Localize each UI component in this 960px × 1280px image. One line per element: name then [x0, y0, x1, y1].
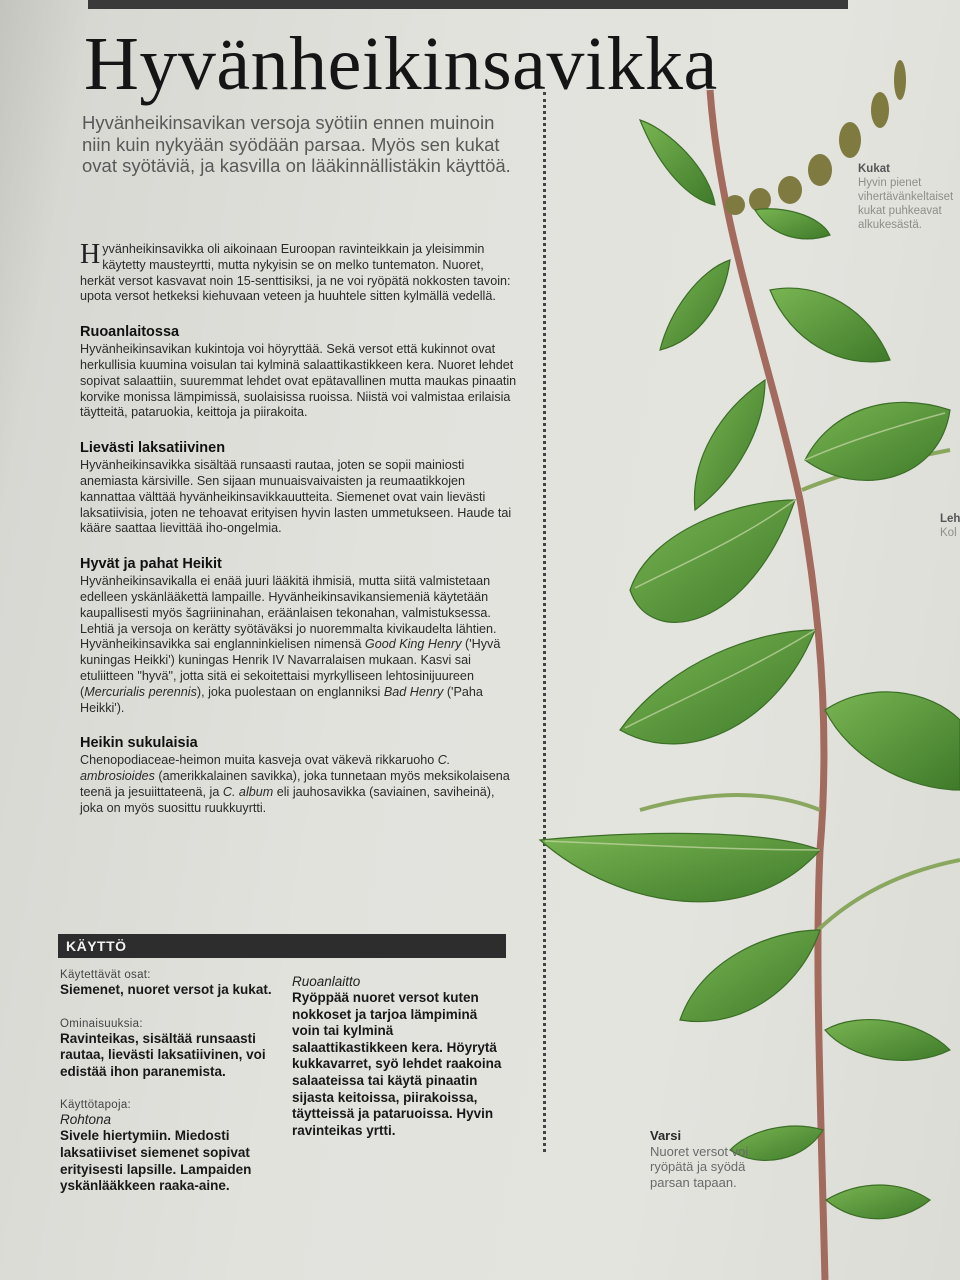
article-body: [80, 239, 520, 817]
caption-varsi-text: Nuoret versot voi ryöpätä ja syödä parsan tapaan.: [650, 1143, 749, 1190]
text-run: Chenopodiaceae-heimon muita kasveja ovat väkevä rikkaruoho: [80, 753, 438, 768]
italic-run: C. ambrosioides: [80, 753, 451, 784]
leaf-upper-2: [755, 209, 830, 239]
section-heading: Hyvät ja pahat Heikit: [80, 556, 222, 573]
leaf-upper-3: [660, 260, 730, 350]
section-heading: Ruoanlaitossa: [80, 324, 180, 341]
leaf-lower-1: [825, 1020, 950, 1061]
properties-text: Ravinteikas, sisältää runsaasti rautaa, lievästi laksatiivinen, voi edistää ihon paranemista.: [60, 1030, 266, 1079]
properties-label: Ominaisuuksia:: [60, 1017, 143, 1030]
caption-kukat-line: alkukesästä.: [858, 219, 922, 231]
usage-right-column: [292, 974, 506, 1139]
leaf-large-6: [680, 930, 820, 1022]
leaf-large-2: [805, 402, 950, 480]
leaf-mid-2: [694, 380, 765, 510]
header-bar: [88, 0, 848, 9]
section-text: Hyvänheikinsavikan kukintoja voi höyryttää. Sekä versot että kukinnot ovat herkullisia kuumina voisulan tai kylminä salaattikastikkeen kera. Nuoret lehdet sopivat salaattiin, suuremmat lehdet ovat epätavallinen mutta maukas pinaatin korvike monissa lämpimissä, suolaisissa ruoissa. Niistä voi valmistaa erilaisia täytteitä, pataruokia, keittoja ja piirakoita.: [80, 342, 517, 420]
leaf-large-1: [630, 500, 795, 622]
leaf-upper-1: [640, 120, 715, 205]
leaf-large-5: [540, 833, 820, 901]
caption-lehdet: [940, 512, 960, 540]
used-parts-label: Käytettävät osat:: [60, 969, 151, 981]
section-text: [80, 753, 520, 816]
text-run: ('Paha Heikki').: [80, 684, 483, 715]
caption-kukat-line: kukat puhkeavat: [858, 205, 942, 217]
caption-kukat-line: vihertävänkeltaiset: [858, 191, 954, 203]
text-run: (amerikkalainen savikka), joka tunnetaan myös meksikolaisena teenä ja jesuiittateenä, ja: [80, 769, 510, 799]
usage-bar: KÄYTTÖ: [58, 934, 506, 958]
opening-text: yvänheikinsavikka oli aikoinaan Euroopan ravinteikkain ja yleisimmin käytetty mausteyrtti, mutta nykyisin se on melko tuntematon. Nuoret, herkät versot kasvavat noin 15-senttisiksi, ja ne voi ryöpätä nokkosten tavoin: upota versot hetkeksi kiehuvaan veteen ja huuhtele sitten kylmällä vedellä.: [80, 242, 511, 304]
text-run: eli jauhosavikka (saviainen, saviheinä), joka on myös suosittu ruukkuyrtti.: [80, 784, 495, 815]
leaf-mid-1: [770, 288, 890, 362]
opening-paragraph: [80, 239, 520, 305]
caption-lehdet-title: Leh: [940, 513, 960, 525]
method2-title: Ruoanlaitto: [292, 974, 361, 989]
caption-varsi: [650, 1128, 780, 1190]
text-run: ('Hyvä kuningas Heikki') kuningas Henrik IV Navarralaisen mukaan. Kasvi sai etuliitteen "hyvä", jotta sitä ei sekoitettaisi myrkylliseen lehtosinijuureen (: [80, 637, 501, 699]
leaf-large-4: [825, 692, 960, 790]
usage-left-column: [60, 968, 280, 1195]
leaf-lower-3: [826, 1185, 930, 1219]
italic-run: Bad Henry: [383, 684, 444, 699]
caption-lehdet-line: Kol: [940, 527, 957, 539]
text-run: ), joka puolestaan on englanniksi: [196, 684, 384, 699]
method1-text: Sivele hiertymiin. Miedosti laksatiiviset siemenet sopivat erityisesti lapsille. Lampaiden yskänlääkkeen raaka-aine.: [60, 1128, 252, 1194]
section-text: [80, 574, 520, 716]
intro-paragraph: Hyvänheikinsavikan versoja syötiin ennen muinoin niin kuin nykyään syödään parsaa. Myös sen kukat ovat syötäviä, ja kasvilla on lääkinnällistäkin käyttöä.: [82, 112, 511, 176]
page-title: Hyvänheikinsavikka: [84, 22, 718, 106]
method1-title: Rohtona: [60, 1112, 112, 1128]
section-text: Hyvänheikinsavikka sisältää runsaasti rautaa, joten se sopii mainiosti anemiasta kärsiville. Sen sijaan munuaisvaivaisten ja reumaatikkojen kannattaa välttää hyvänheikinsavikkauutteita. Siemenet ovat vain lievästi laksatiivisia, joten ne tehoavat erityisen hyvin lasten ummetukseen. Haude tai kääre saattaa lievittää iho-ongelmia.: [80, 458, 512, 536]
caption-varsi-title: Varsi: [650, 1128, 682, 1143]
used-parts-text: Siemenet, nuoret versot ja kukat.: [60, 982, 272, 997]
methods-label: Käyttötapoja:: [60, 1099, 132, 1112]
text-run: Hyvänheikinsavikalla ei enää juuri lääkitä ihmisiä, mutta siitä valmistetaan edelleen yskänlääkettä lampaille. Hyvänheikinsavikansiemeniä käytetään kaupallisesti myös šagriininahan, eräänlaisen tekonahan, valmistuksessa. Lehtiä ja versoja on kerätty syötäväksi jo nuoremmalta kivikaudelta lähtien. Hyvänheikinsavikka sai englanninkielisen nimensä: [80, 574, 497, 652]
italic-run: Mercurialis perennis: [84, 684, 197, 699]
caption-kukat-line: Hyvin pienet: [858, 177, 922, 189]
method2-text: Ryöppää nuoret versot kuten nokkoset ja tarjoa lämpiminä voin tai kylminä salaattikastikkeen kera. Höyrytä kukkavarret, syö lehdet raakoina salaateissa tai käytä pinaatin sijasta keitoissa, piirakoissa, täytteissä ja pataruoissa. Hyvin ravinteikas yrtti.: [292, 990, 502, 1138]
italic-run: C. album: [222, 784, 274, 799]
italic-run: Good King Henry: [364, 637, 462, 652]
section-heading: Lievästi laksatiivinen: [80, 440, 226, 457]
drop-cap: H: [80, 239, 101, 270]
caption-kukat-title: Kukat: [858, 163, 890, 175]
caption-kukat: [858, 162, 958, 232]
section-heading: Heikin sukulaisia: [80, 735, 198, 752]
